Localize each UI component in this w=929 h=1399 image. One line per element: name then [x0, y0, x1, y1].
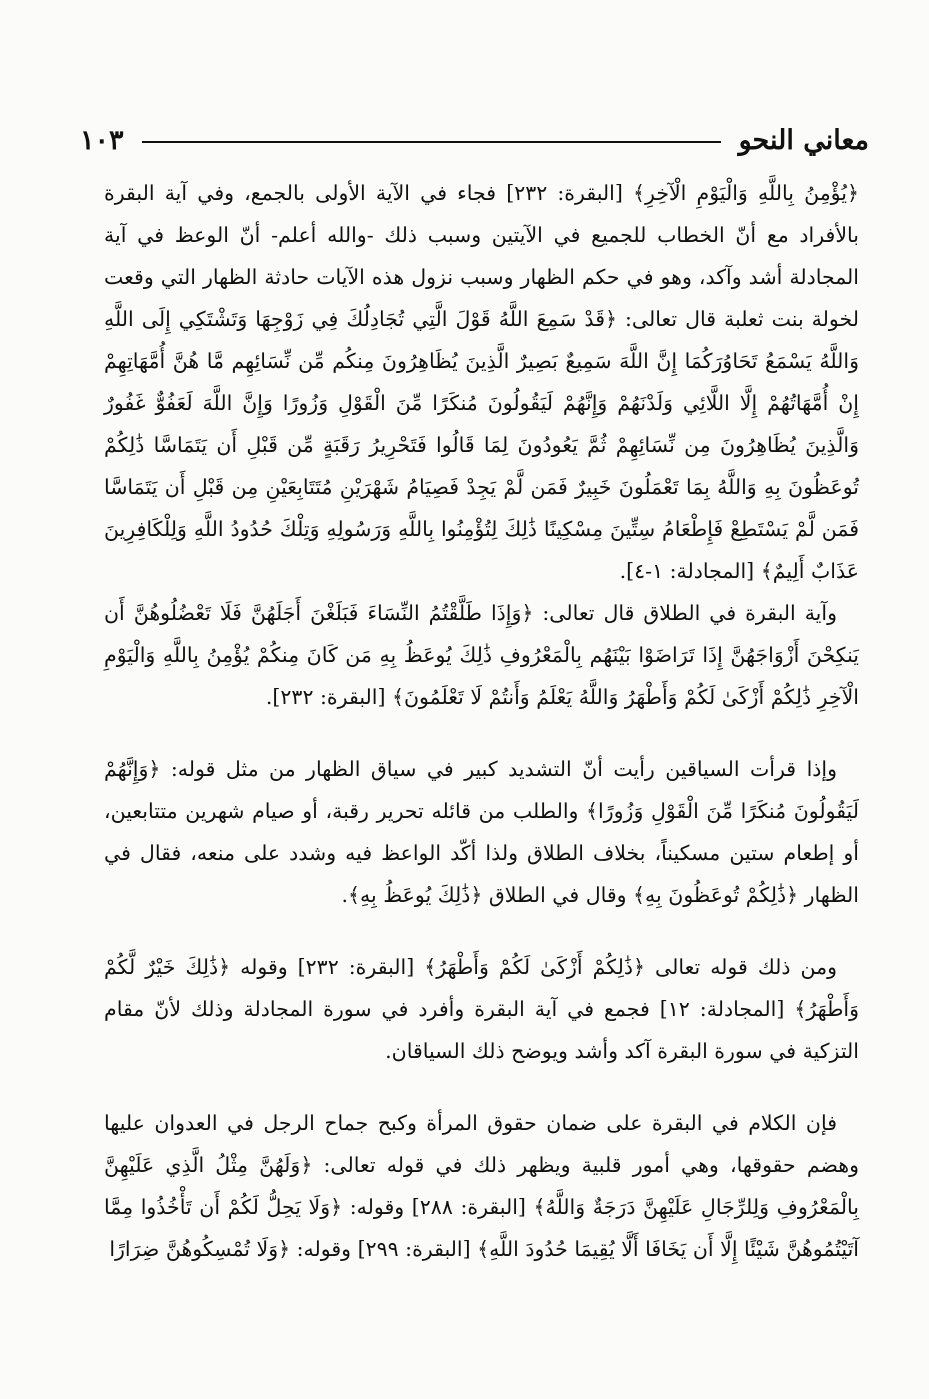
paragraph-gap	[104, 718, 859, 748]
paragraph-gap	[104, 1072, 859, 1102]
paragraph-gap	[104, 916, 859, 946]
body-text	[104, 172, 859, 1270]
header-rule	[142, 141, 721, 143]
paragraph-2: وآية البقرة في الطلاق قال تعالى: ﴿وَإِذَا طَلَّقْتُمُ النِّسَاءَ فَبَلَغْنَ أَجَلَهُنَّ فَلَا تَعْضُلُوهُنَّ أَن يَنكِحْنَ أَزْوَاجَهُنَّ إِذَا تَرَاضَوْا بَيْنَهُم بِالْمَعْرُوفِ ذَٰلِكَ يُوعَظُ بِهِ مَن كَانَ مِنكُمْ يُؤْمِنُ بِاللَّهِ وَالْيَوْمِ الْآخِرِ ذَٰلِكُمْ أَزْكَىٰ لَكُمْ وَأَطْهَرُ وَاللَّهُ يَعْلَمُ وَأَنتُمْ لَا تَعْلَمُونَ﴾ [البقرة: ٢٣٢].	[104, 601, 859, 709]
running-title: معاني النحو	[738, 124, 869, 156]
page-number: ١٠٣	[80, 124, 124, 156]
paragraph-5: فإن الكلام في البقرة على ضمان حقوق المرأة وكبح جماح الرجل في العدوان عليها وهضم حقوقها، وهي أمور قلبية ويظهر ذلك في قوله تعالى: ﴿وَلَهُنَّ مِثْلُ الَّذِي عَلَيْهِنَّ بِالْمَعْرُوفِ وَلِلرِّجَالِ عَلَيْهِنَّ دَرَجَةٌ وَاللَّهُ﴾ [البقرة: ٢٨٨] وقوله: ﴿وَلَا يَحِلُّ لَكُمْ أَن تَأْخُذُوا مِمَّا آتَيْتُمُوهُنَّ شَيْئًا إِلَّا أَن يَخَافَا أَلَّا يُقِيمَا حُدُودَ اللَّهِ﴾ [البقرة: ٢٩٩] وقوله: ﴿وَلَا تُمْسِكُوهُنَّ ضِرَارًا	[104, 1111, 859, 1261]
paragraph-3: وإذا قرأت السياقين رأيت أنّ التشديد كبير في سياق الظهار من مثل قوله: ﴿وَإِنَّهُمْ لَيَقُولُونَ مُنكَرًا مِّنَ الْقَوْلِ وَزُورًا﴾ والطلب من قائله تحرير رقبة، أو صيام شهرين متتابعين، أو إطعام ستين مسكيناً، بخلاف الطلاق ولذا أكّد الواعظ فيه وشدد على منعه، فقال في الظهار ﴿ذَٰلِكُمْ تُوعَظُونَ بِهِ﴾ وقال في الطلاق ﴿ذَٰلِكَ يُوعَظُ بِهِ﴾.	[104, 757, 859, 907]
paragraph-1: ﴿يُؤْمِنُ بِاللَّهِ وَالْيَوْمِ الْآخِرِ﴾ [البقرة: ٢٣٢] فجاء في الآية الأولى بالجمع، وفي آية البقرة بالأفراد مع أنّ الخطاب للجميع في الآيتين وسبب ذلك -والله أعلم- أنّ الوعظ في آية المجادلة أشد وآكد، وهو في حكم الظهار وسبب نزول هذه الآيات حادثة الظهار التي وقعت لخولة بنت ثعلبة قال تعالى: ﴿قَدْ سَمِعَ اللَّهُ قَوْلَ الَّتِي تُجَادِلُكَ فِي زَوْجِهَا وَتَشْتَكِي إِلَى اللَّهِ وَاللَّهُ يَسْمَعُ تَحَاوُرَكُمَا إِنَّ اللَّهَ سَمِيعٌ بَصِيرٌ الَّذِينَ يُظَاهِرُونَ مِنكُم مِّن نِّسَائِهِم مَّا هُنَّ أُمَّهَاتِهِمْ إِنْ أُمَّهَاتُهُمْ إِلَّا اللَّائِي وَلَدْنَهُمْ وَإِنَّهُمْ لَيَقُولُونَ مُنكَرًا مِّنَ الْقَوْلِ وَزُورًا وَإِنَّ اللَّهَ لَعَفُوٌّ غَفُورٌ وَالَّذِينَ يُظَاهِرُونَ مِن نِّسَائِهِمْ ثُمَّ يَعُودُونَ لِمَا قَالُوا فَتَحْرِيرُ رَقَبَةٍ مِّن قَبْلِ أَن يَتَمَاسَّا ذَٰلِكُمْ تُوعَظُونَ بِهِ وَاللَّهُ بِمَا تَعْمَلُونَ خَبِيرٌ فَمَن لَّمْ يَجِدْ فَصِيَامُ شَهْرَيْنِ مُتَتَابِعَيْنِ مِن قَبْلِ أَن يَتَمَاسَّا فَمَن لَّمْ يَسْتَطِعْ فَإِطْعَامُ سِتِّينَ مِسْكِينًا ذَٰلِكَ لِتُؤْمِنُوا بِاللَّهِ وَرَسُولِهِ وَتِلْكَ حُدُودُ اللَّهِ وَلِلْكَافِرِينَ عَذَابٌ أَلِيمٌ﴾ [المجادلة: ١-٤].	[104, 181, 859, 583]
paragraph-4: ومن ذلك قوله تعالى ﴿ذَٰلِكُمْ أَزْكَىٰ لَكُمْ وَأَطْهَرُ﴾ [البقرة: ٢٣٢] وقوله ﴿ذَٰلِكَ خَيْرٌ لَّكُمْ وَأَطْهَرُ﴾ [المجادلة: ١٢] فجمع في آية البقرة وأفرد في سورة المجادلة وذلك لأنّ مقام التزكية في سورة البقرة آكد وأشد ويوضح ذلك السياقان.	[104, 955, 860, 1063]
page-header	[80, 118, 869, 162]
